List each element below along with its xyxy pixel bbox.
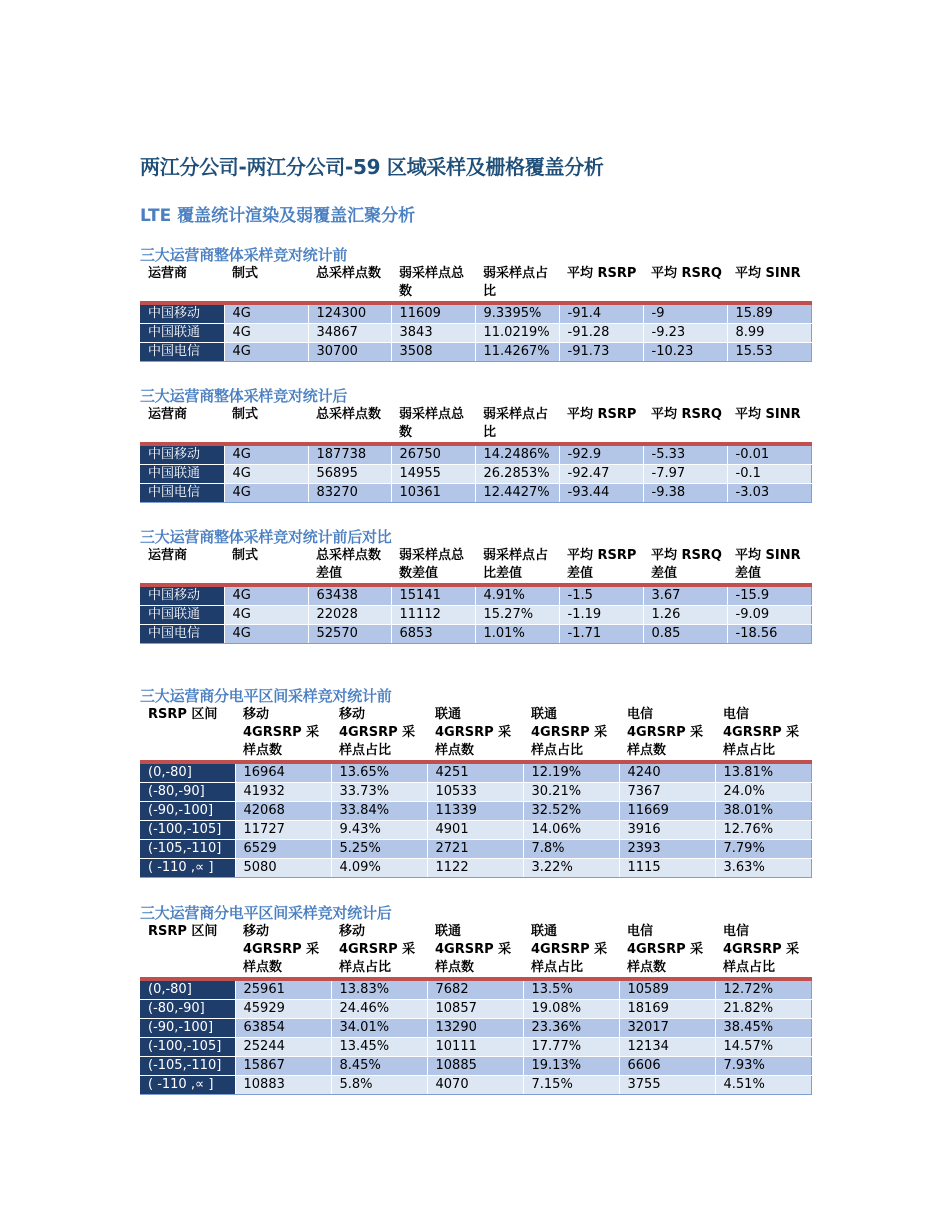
header-row (140, 265, 811, 303)
table-cell: -0.01 (727, 444, 811, 465)
table-cell: 11609 (391, 303, 475, 324)
column-header: 弱采样点总数 (391, 265, 475, 303)
header-row (140, 706, 811, 762)
table-cell: 23.36% (523, 1019, 619, 1038)
table-cell: -18.56 (727, 625, 811, 644)
table-cell: 63438 (308, 585, 391, 606)
column-header: 移动 4GRSRP 采样点占比 (331, 923, 427, 979)
table-cell: -91.73 (559, 343, 643, 362)
table-cell: 52570 (308, 625, 391, 644)
table-cell: 3755 (619, 1076, 715, 1095)
table-cell: 12.72% (715, 979, 811, 1000)
row-label-cell: (0,-80] (140, 762, 235, 783)
table-cell: -91.4 (559, 303, 643, 324)
table-cell: 4251 (427, 762, 523, 783)
column-header: 平均 RSRQ 差值 (643, 547, 727, 585)
row-label-cell: (-80,-90] (140, 1000, 235, 1019)
section-title: 三大运营商整体采样竞对统计前 (140, 246, 348, 264)
table-cell: 56895 (308, 465, 391, 484)
table-row (140, 465, 811, 484)
operator-stats-diff-table (140, 547, 812, 644)
table-cell: 10589 (619, 979, 715, 1000)
table-cell: 12.76% (715, 821, 811, 840)
row-label-cell: (-100,-105] (140, 1038, 235, 1057)
table-cell: 14.2486% (475, 444, 559, 465)
table-cell: 38.45% (715, 1019, 811, 1038)
section-heading: LTE 覆盖统计渲染及弱覆盖汇聚分析 (140, 206, 416, 226)
table-cell: 24.0% (715, 783, 811, 802)
table-cell: 6853 (391, 625, 475, 644)
column-header: 电信 4GRSRP 采样点数 (619, 706, 715, 762)
column-header: 制式 (224, 406, 308, 444)
operator-stats-after-table (140, 406, 812, 503)
table-cell: -91.28 (559, 324, 643, 343)
operator-stats-before-table (140, 265, 812, 362)
column-header: 联通 4GRSRP 采样点占比 (523, 923, 619, 979)
column-header: 平均 SINR (727, 406, 811, 444)
column-header: 弱采样点总数差值 (391, 547, 475, 585)
table-cell: -10.23 (643, 343, 727, 362)
table-row (140, 1000, 811, 1019)
table-cell: 13290 (427, 1019, 523, 1038)
column-header: 制式 (224, 547, 308, 585)
table-cell: 2393 (619, 840, 715, 859)
table-cell: 3.22% (523, 859, 619, 878)
table-cell: 4G (224, 303, 308, 324)
table-cell: 187738 (308, 444, 391, 465)
column-header: RSRP 区间 (140, 923, 235, 979)
table-cell: 6606 (619, 1057, 715, 1076)
table-cell: 1122 (427, 859, 523, 878)
column-header: 电信 4GRSRP 采样点数 (619, 923, 715, 979)
table-cell: 63854 (235, 1019, 331, 1038)
table-row (140, 1019, 811, 1038)
section-title: 三大运营商分电平区间采样竞对统计后 (140, 904, 392, 922)
table-cell: 0.85 (643, 625, 727, 644)
row-label-cell: 中国联通 (140, 465, 224, 484)
column-header: 运营商 (140, 265, 224, 303)
table-row (140, 606, 811, 625)
table-row (140, 802, 811, 821)
table-cell: 1115 (619, 859, 715, 878)
row-label-cell: (-90,-100] (140, 1019, 235, 1038)
table-cell: -9 (643, 303, 727, 324)
table-cell: -1.5 (559, 585, 643, 606)
table-cell: 22028 (308, 606, 391, 625)
table-row (140, 324, 811, 343)
table-cell: 13.65% (331, 762, 427, 783)
table-cell: 8.45% (331, 1057, 427, 1076)
table-cell: 3.67 (643, 585, 727, 606)
table-row (140, 1038, 811, 1057)
column-header: 平均 RSRQ (643, 406, 727, 444)
row-label-cell: 中国移动 (140, 585, 224, 606)
column-header: 弱采样点占比差值 (475, 547, 559, 585)
table-cell: 4.51% (715, 1076, 811, 1095)
table-cell: 10857 (427, 1000, 523, 1019)
table-cell: 45929 (235, 1000, 331, 1019)
rsrp-level-after-section (140, 903, 811, 1095)
operator-stats-after-section (140, 386, 811, 503)
table-cell: -1.71 (559, 625, 643, 644)
table-row (140, 840, 811, 859)
table-cell: -9.23 (643, 324, 727, 343)
table-cell: -0.1 (727, 465, 811, 484)
section-title: 三大运营商整体采样竞对统计后 (140, 387, 348, 405)
table-cell: 11112 (391, 606, 475, 625)
table-cell: 42068 (235, 802, 331, 821)
row-label-cell: (-90,-100] (140, 802, 235, 821)
table-cell: 7.79% (715, 840, 811, 859)
table-cell: 15.27% (475, 606, 559, 625)
column-header: 运营商 (140, 406, 224, 444)
table-cell: 5.25% (331, 840, 427, 859)
table-cell: 1.01% (475, 625, 559, 644)
table-cell: 26750 (391, 444, 475, 465)
table-cell: 13.81% (715, 762, 811, 783)
table-cell: 14.06% (523, 821, 619, 840)
header-row (140, 923, 811, 979)
table-cell: 30700 (308, 343, 391, 362)
section-title: 三大运营商整体采样竞对统计前后对比 (140, 528, 392, 546)
table-cell: 4901 (427, 821, 523, 840)
header-row (140, 547, 811, 585)
table-cell: -3.03 (727, 484, 811, 503)
table-cell: -92.9 (559, 444, 643, 465)
table-cell: 4240 (619, 762, 715, 783)
column-header: 平均 RSRQ (643, 265, 727, 303)
table-cell: 5080 (235, 859, 331, 878)
table-cell: -1.19 (559, 606, 643, 625)
column-header: 电信 4GRSRP 采样点占比 (715, 923, 811, 979)
table-cell: 34867 (308, 324, 391, 343)
table-row (140, 859, 811, 878)
table-cell: 4G (224, 465, 308, 484)
row-label-cell: 中国移动 (140, 303, 224, 324)
column-header: 运营商 (140, 547, 224, 585)
table-cell: 4G (224, 585, 308, 606)
table-cell: 32.52% (523, 802, 619, 821)
row-label-cell: (0,-80] (140, 979, 235, 1000)
table-row (140, 821, 811, 840)
table-cell: 11.4267% (475, 343, 559, 362)
column-header: 总采样点数 (308, 406, 391, 444)
table-cell: 33.84% (331, 802, 427, 821)
table-cell: 4G (224, 343, 308, 362)
column-header: 弱采样点占比 (475, 406, 559, 444)
table-cell: 3843 (391, 324, 475, 343)
rsrp-level-before-table (140, 706, 812, 878)
column-header: 电信 4GRSRP 采样点占比 (715, 706, 811, 762)
table-row (140, 343, 811, 362)
table-cell: -93.44 (559, 484, 643, 503)
table-cell: 14.57% (715, 1038, 811, 1057)
table-cell: 7.8% (523, 840, 619, 859)
table-cell: 33.73% (331, 783, 427, 802)
table-cell: 13.5% (523, 979, 619, 1000)
table-row (140, 1076, 811, 1095)
operator-stats-diff-section (140, 527, 811, 644)
table-cell: 4070 (427, 1076, 523, 1095)
header-row (140, 406, 811, 444)
table-cell: 25961 (235, 979, 331, 1000)
table-cell: 124300 (308, 303, 391, 324)
table-cell: 17.77% (523, 1038, 619, 1057)
table-cell: 1.26 (643, 606, 727, 625)
table-cell: -15.9 (727, 585, 811, 606)
table-cell: 3508 (391, 343, 475, 362)
column-header: 平均 RSRP (559, 406, 643, 444)
table-cell: 7682 (427, 979, 523, 1000)
table-cell: 16964 (235, 762, 331, 783)
table-cell: 9.43% (331, 821, 427, 840)
table-row (140, 762, 811, 783)
operator-stats-before-section (140, 245, 811, 362)
row-label-cell: (-100,-105] (140, 821, 235, 840)
table-row (140, 303, 811, 324)
column-header: 总采样点数 (308, 265, 391, 303)
row-label-cell: (-105,-110] (140, 1057, 235, 1076)
table-cell: 10883 (235, 1076, 331, 1095)
table-row (140, 979, 811, 1000)
table-cell: 38.01% (715, 802, 811, 821)
table-cell: 15.89 (727, 303, 811, 324)
table-cell: 10885 (427, 1057, 523, 1076)
table-cell: -9.09 (727, 606, 811, 625)
table-cell: 41932 (235, 783, 331, 802)
table-cell: 6529 (235, 840, 331, 859)
table-cell: 4.09% (331, 859, 427, 878)
table-cell: 14955 (391, 465, 475, 484)
row-label-cell: ( -110 ,∝ ] (140, 1076, 235, 1095)
column-header: 总采样点数差值 (308, 547, 391, 585)
row-label-cell: 中国电信 (140, 343, 224, 362)
section-title: 三大运营商分电平区间采样竞对统计前 (140, 687, 392, 705)
column-header: 联通 4GRSRP 采样点数 (427, 923, 523, 979)
column-header: 联通 4GRSRP 采样点数 (427, 706, 523, 762)
column-header: 弱采样点总数 (391, 406, 475, 444)
row-label-cell: 中国联通 (140, 324, 224, 343)
table-cell: 25244 (235, 1038, 331, 1057)
table-cell: 15867 (235, 1057, 331, 1076)
row-label-cell: 中国电信 (140, 625, 224, 644)
table-cell: 9.3395% (475, 303, 559, 324)
column-header: 平均 RSRP (559, 265, 643, 303)
column-header: 移动 4GRSRP 采样点数 (235, 706, 331, 762)
table-cell: 2721 (427, 840, 523, 859)
table-cell: 4G (224, 444, 308, 465)
table-cell: 13.83% (331, 979, 427, 1000)
table-cell: 4G (224, 625, 308, 644)
column-header: RSRP 区间 (140, 706, 235, 762)
table-cell: -9.38 (643, 484, 727, 503)
rsrp-level-before-section (140, 686, 811, 878)
row-label-cell: 中国电信 (140, 484, 224, 503)
table-cell: 32017 (619, 1019, 715, 1038)
column-header: 平均 RSRP 差值 (559, 547, 643, 585)
row-label-cell: 中国移动 (140, 444, 224, 465)
table-cell: 19.13% (523, 1057, 619, 1076)
table-cell: 7367 (619, 783, 715, 802)
table-cell: -5.33 (643, 444, 727, 465)
column-header: 平均 SINR 差值 (727, 547, 811, 585)
table-cell: 11669 (619, 802, 715, 821)
table-cell: 15.53 (727, 343, 811, 362)
table-cell: 12134 (619, 1038, 715, 1057)
column-header: 移动 4GRSRP 采样点数 (235, 923, 331, 979)
table-cell: 7.15% (523, 1076, 619, 1095)
table-cell: 13.45% (331, 1038, 427, 1057)
document-title: 两江分公司-两江分公司-59 区域采样及栅格覆盖分析 (140, 155, 604, 179)
row-label-cell: (-80,-90] (140, 783, 235, 802)
table-cell: 10111 (427, 1038, 523, 1057)
table-cell: 18169 (619, 1000, 715, 1019)
table-cell: 10533 (427, 783, 523, 802)
table-cell: 4.91% (475, 585, 559, 606)
table-cell: 4G (224, 606, 308, 625)
row-label-cell: (-105,-110] (140, 840, 235, 859)
table-cell: 4G (224, 484, 308, 503)
table-cell: 3.63% (715, 859, 811, 878)
column-header: 制式 (224, 265, 308, 303)
table-cell: 34.01% (331, 1019, 427, 1038)
table-cell: 12.19% (523, 762, 619, 783)
table-cell: 12.4427% (475, 484, 559, 503)
table-cell: 26.2853% (475, 465, 559, 484)
table-row (140, 444, 811, 465)
table-cell: 21.82% (715, 1000, 811, 1019)
table-row (140, 1057, 811, 1076)
table-cell: 11.0219% (475, 324, 559, 343)
table-cell: 3916 (619, 821, 715, 840)
table-cell: 11339 (427, 802, 523, 821)
table-cell: 4G (224, 324, 308, 343)
table-cell: 10361 (391, 484, 475, 503)
table-row (140, 585, 811, 606)
row-label-cell: ( -110 ,∝ ] (140, 859, 235, 878)
column-header: 联通 4GRSRP 采样点占比 (523, 706, 619, 762)
table-cell: 15141 (391, 585, 475, 606)
row-label-cell: 中国联通 (140, 606, 224, 625)
table-cell: 83270 (308, 484, 391, 503)
table-cell: 7.93% (715, 1057, 811, 1076)
table-cell: 30.21% (523, 783, 619, 802)
table-cell: 8.99 (727, 324, 811, 343)
table-cell: -7.97 (643, 465, 727, 484)
table-cell: 5.8% (331, 1076, 427, 1095)
table-row (140, 783, 811, 802)
table-cell: -92.47 (559, 465, 643, 484)
table-row (140, 625, 811, 644)
rsrp-level-after-table (140, 923, 812, 1095)
table-cell: 11727 (235, 821, 331, 840)
table-row (140, 484, 811, 503)
column-header: 移动 4GRSRP 采样点占比 (331, 706, 427, 762)
table-cell: 19.08% (523, 1000, 619, 1019)
table-cell: 24.46% (331, 1000, 427, 1019)
column-header: 弱采样点占比 (475, 265, 559, 303)
column-header: 平均 SINR (727, 265, 811, 303)
